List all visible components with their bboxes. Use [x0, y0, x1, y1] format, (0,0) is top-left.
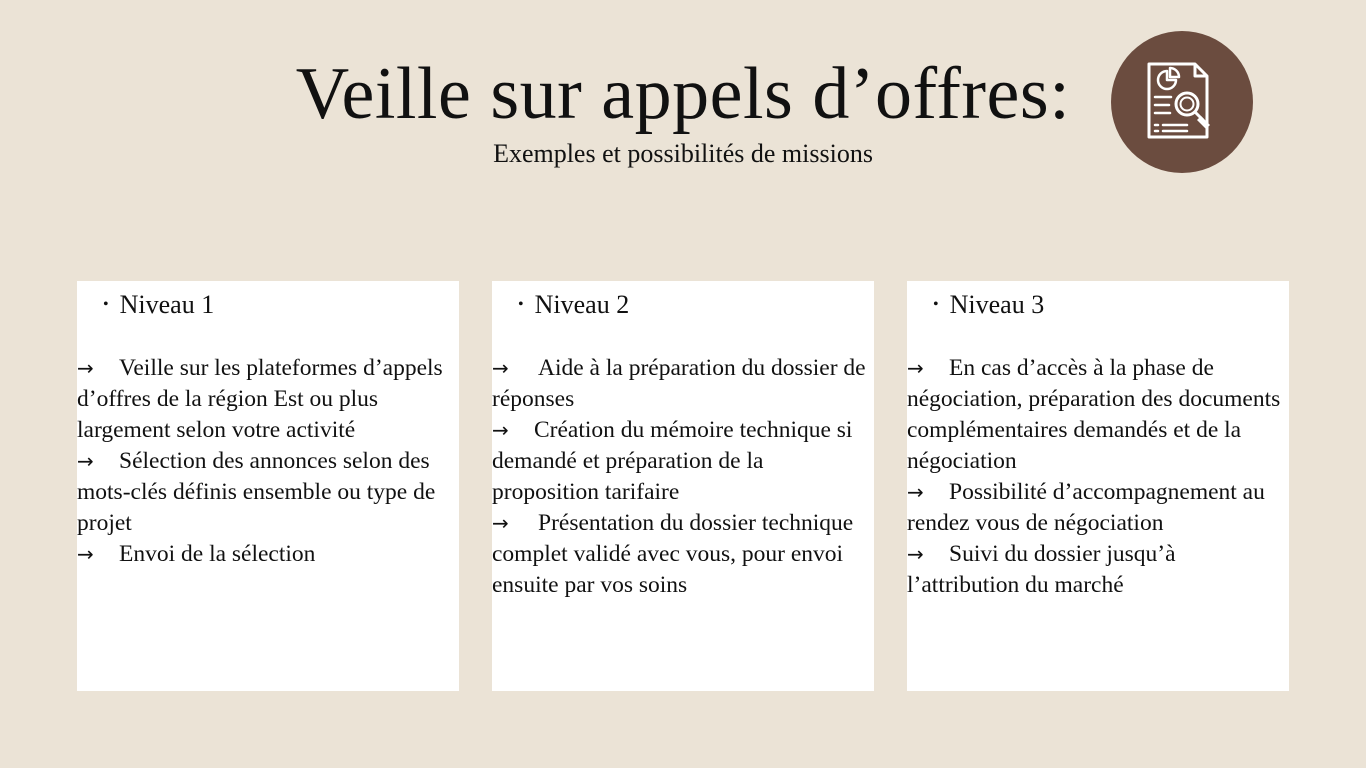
level-items [492, 353, 870, 601]
level-items [907, 353, 1285, 601]
bullet-icon: • [103, 296, 109, 313]
list-item: → Suivi du dossier jusqu’à l’attribution du marché [907, 541, 1176, 598]
level-title: Niveau 2 [534, 290, 630, 319]
level-heading [933, 289, 1044, 321]
arrow-icon: → [77, 542, 94, 566]
list-item: → Sélection des annonces selon des mots-clés définis ensemble ou type de projet [77, 448, 436, 536]
bullet-icon: • [518, 296, 524, 313]
document-badge [1111, 31, 1253, 173]
list-item: → Création du mémoire technique si demandé et préparation de la proposition tarifaire [492, 417, 853, 505]
list-item: → En cas d’accès à la phase de négociation, préparation des documents complémentaires demandés et de la négociation [907, 355, 1281, 474]
arrow-icon: → [492, 418, 509, 442]
level-card-1 [77, 281, 459, 691]
page-title: Veille sur appels d’offres: [295, 53, 1071, 135]
arrow-icon: → [77, 449, 94, 473]
list-item: → Veille sur les plateformes d’appels d’offres de la région Est ou plus largement selon votre activité [77, 355, 443, 443]
document-search-icon [1143, 61, 1223, 143]
bullet-icon: • [933, 296, 939, 313]
level-title: Niveau 1 [119, 290, 215, 319]
level-heading [103, 289, 214, 321]
level-items [77, 353, 455, 570]
arrow-icon: → [492, 356, 509, 380]
level-title: Niveau 3 [949, 290, 1045, 319]
page-subtitle: Exemples et possibilités de missions [493, 139, 873, 168]
level-heading [518, 289, 629, 321]
arrow-icon: → [492, 511, 509, 535]
arrow-icon: → [907, 542, 924, 566]
list-item: → Présentation du dossier technique complet validé avec vous, pour envoi ensuite par vos soins [492, 510, 854, 598]
list-item: → Envoi de la sélection [77, 539, 455, 570]
level-card-2 [492, 281, 874, 691]
arrow-icon: → [907, 356, 924, 380]
list-item: → Possibilité d’accompagnement au rendez vous de négociation [907, 479, 1265, 536]
arrow-icon: → [77, 356, 94, 380]
level-card-3 [907, 281, 1289, 691]
list-item: → Aide à la préparation du dossier de réponses [492, 355, 866, 412]
arrow-icon: → [907, 480, 924, 504]
